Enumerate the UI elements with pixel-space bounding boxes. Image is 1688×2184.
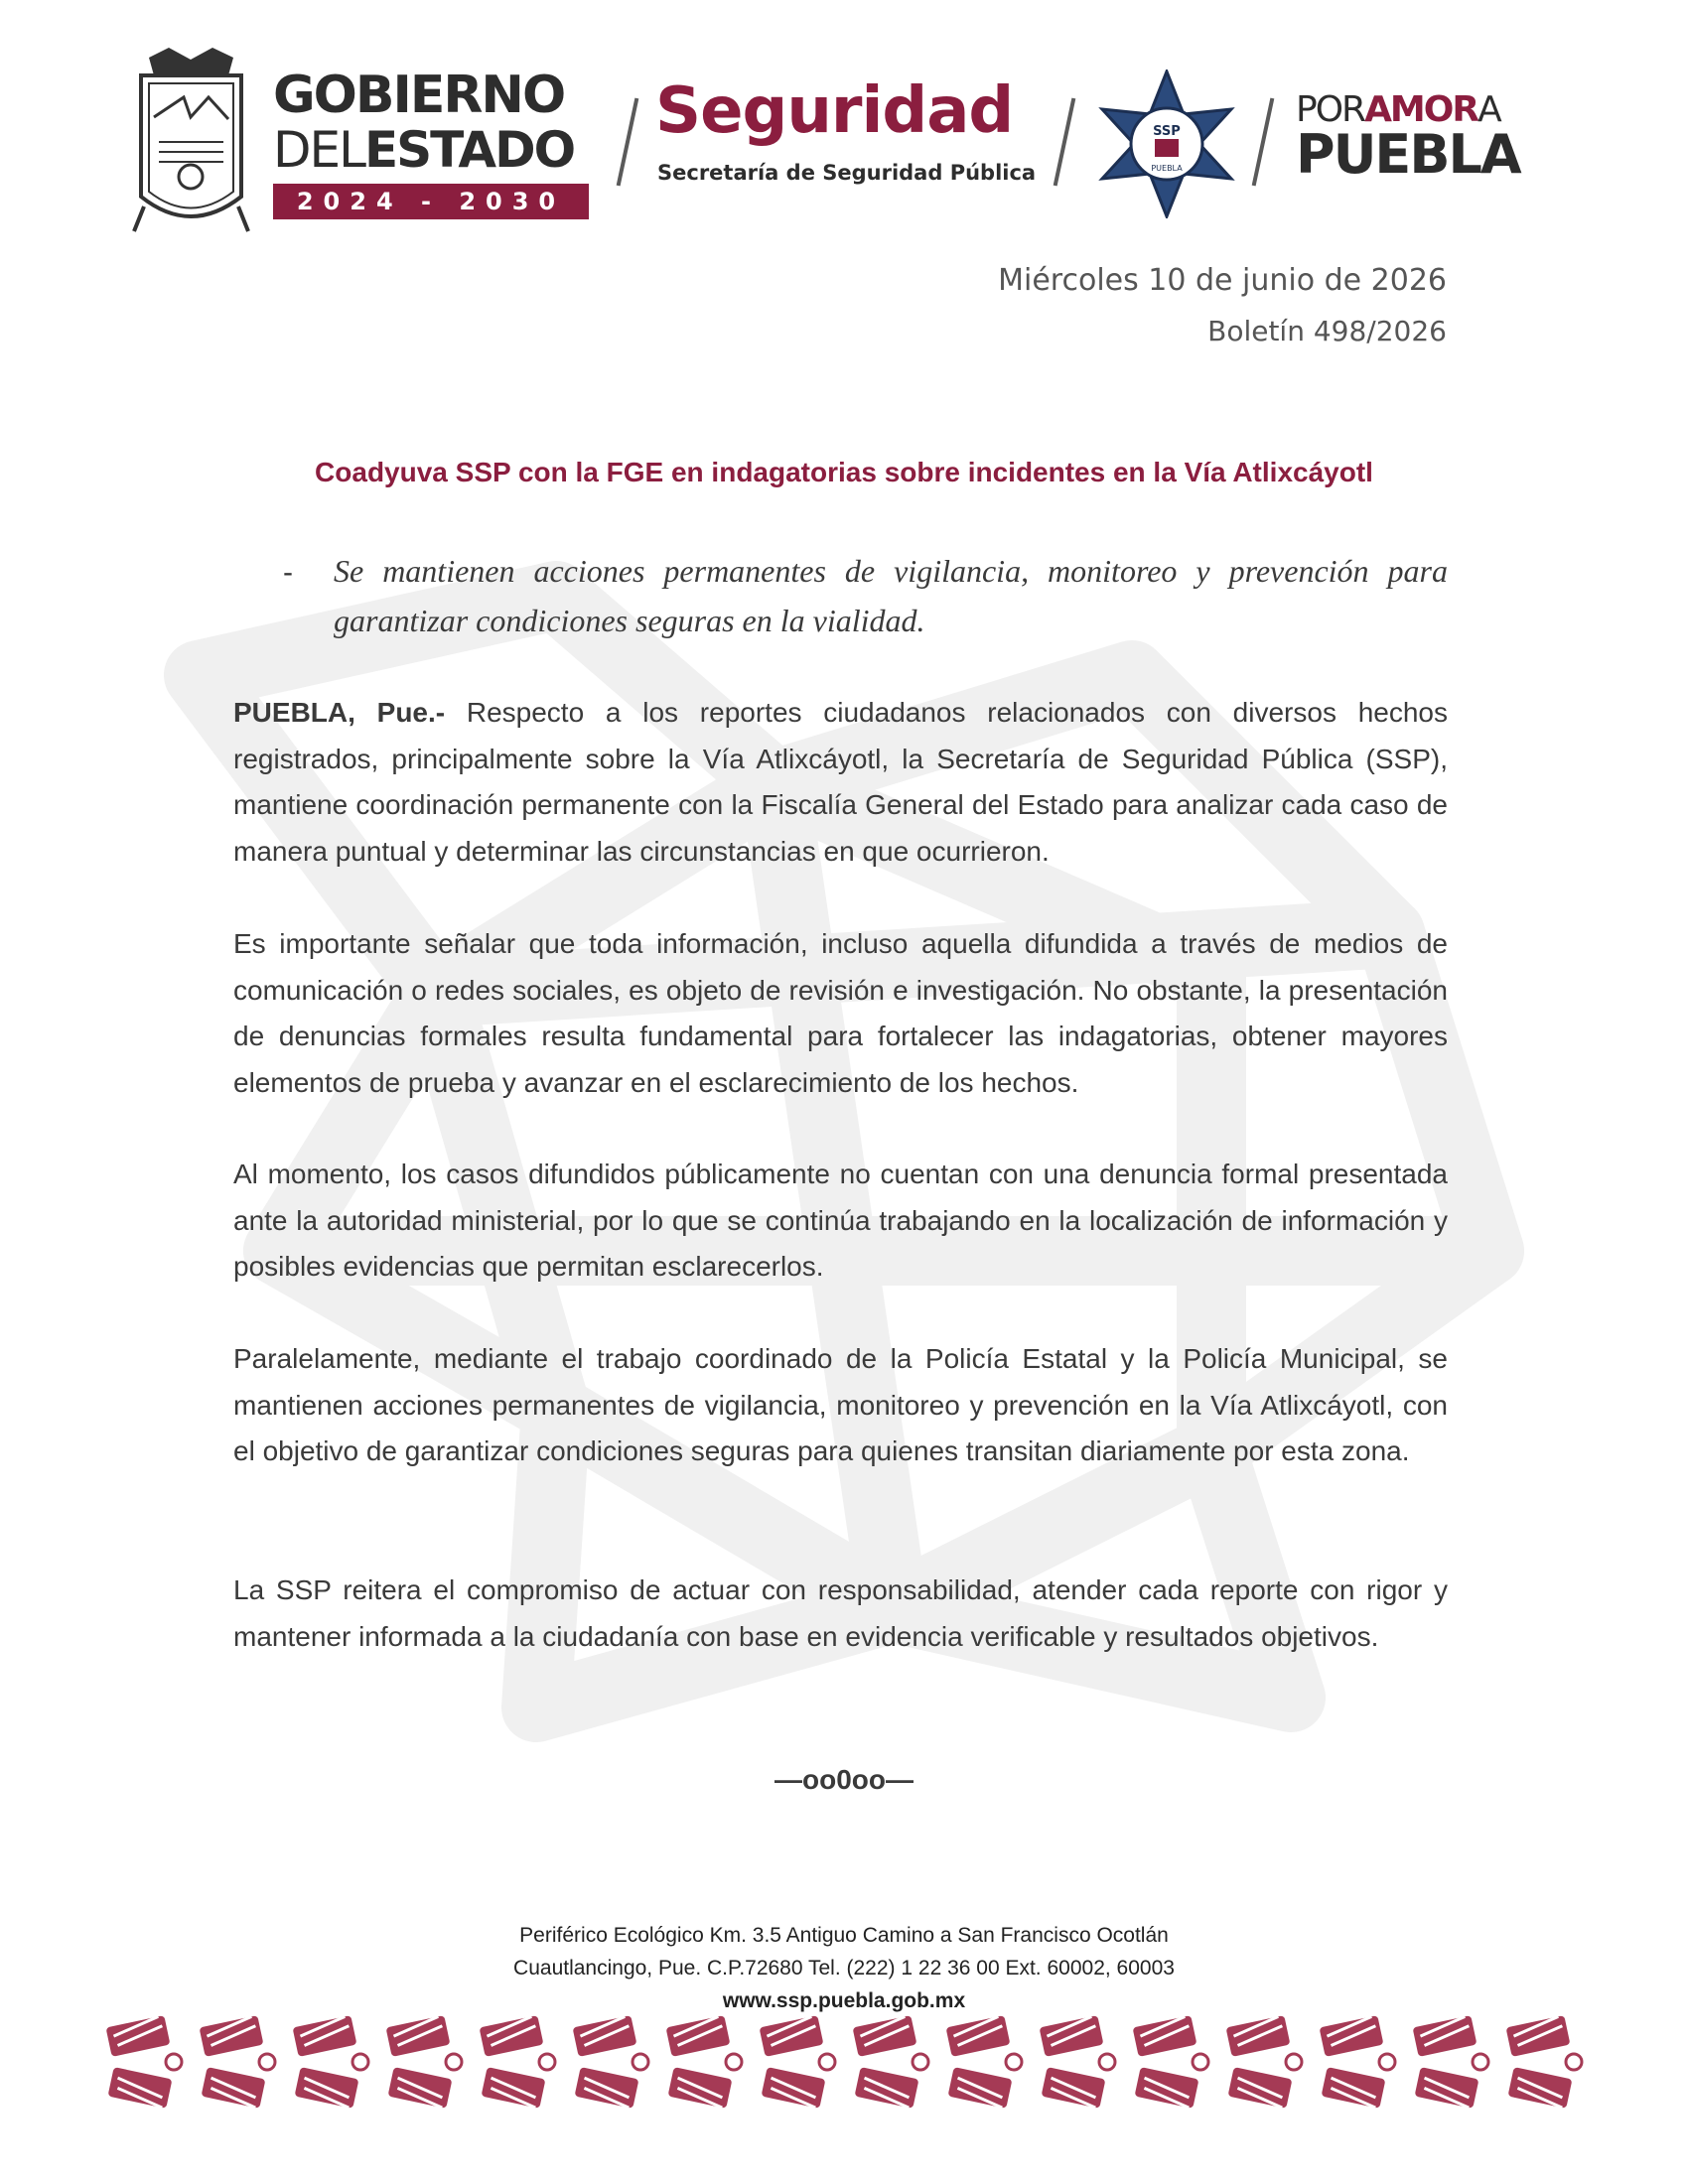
closing-mark: —oo0oo— [774, 1764, 914, 1795]
paragraph-2: Es importante señalar que toda información, incluso aquella difundida a través de medios de comunicación o redes sociales, es objeto de revisión e investigación. No obstante, la presentación de denuncias formales resulta fundamental para fortalecer las indagatorias, obtener mayores elementos de prueba y avanzar en el esclarecimiento de los hechos. [233, 928, 1448, 1098]
badge-abbr: SSP [1153, 124, 1181, 139]
logo-gobierno-years: 2024 - 2030 [273, 184, 589, 219]
state-coat-of-arms-icon [129, 48, 253, 236]
footer [0, 1919, 1688, 2017]
divider-slash [617, 98, 639, 187]
paragraph-1-text: Respecto a los reportes ciudadanos relacionados con diversos hechos registrados, principalmente sobre la Vía Atlixcáyotl, la Secretaría de Seguridad Pública (SSP), mantiene coordinación permanente con la Fiscalía General del Estado para analizar cada caso de manera puntual y determinar las circunstancias en que ocurrieron. [233, 697, 1448, 867]
logo-a: A [1477, 89, 1500, 130]
seguridad-logo [655, 74, 1072, 208]
logo-por: POR [1296, 89, 1365, 130]
logo-gobierno-del: DEL [273, 121, 364, 179]
paragraph-5: La SSP reitera el compromiso de actuar con responsabilidad, atender cada reporte con rigor y mantener informada a la ciudadanía con base en evidencia verificable y resultados objetivos. [233, 1574, 1448, 1652]
paragraph-4: Paralelamente, mediante el trabajo coordinado de la Policía Estatal y la Policía Municipal, se mantienen acciones permanentes de vigilancia, monitoreo y prevención en la Vía Atlixcáyotl, con el objetivo de garantizar condiciones seguras para quienes transitan diariamente por esta zona. [233, 1343, 1448, 1466]
headline: Coadyuva SSP con la FGE en indagatorias sobre incidentes en la Vía Atlixcáyotl [315, 457, 1373, 487]
footer-website-link[interactable]: www.ssp.puebla.gob.mx [722, 1989, 966, 2012]
summary-bullet: Se mantienen acciones permanentes de vigilancia, monitoreo y prevención para garantizar condiciones seguras en la vialidad. [334, 553, 1448, 638]
footer-address-line2: Cuautlancingo, Pue. C.P.72680 Tel. (222) 1 22 36 00 Ext. 60002, 60003 [513, 1957, 1175, 1979]
decorative-border-pattern [104, 2015, 1584, 2109]
footer-address-line1: Periférico Ecológico Km. 3.5 Antiguo Camino a San Francisco Ocotlán [519, 1924, 1169, 1947]
logo-seguridad-title: Seguridad [655, 74, 1014, 148]
dateline: PUEBLA, Pue.- [233, 697, 446, 728]
police-star-badge-icon [1092, 69, 1241, 218]
gobierno-del-estado-logo [273, 66, 611, 238]
logo-puebla: PUEBLA [1296, 123, 1520, 186]
logo-seguridad-subtitle: Secretaría de Seguridad Pública [657, 161, 1037, 185]
logo-gobierno-line1: GOBIERNO [273, 66, 565, 125]
document-date: Miércoles 10 de junio de 2026 [998, 263, 1447, 298]
bullet-dash: - [283, 556, 293, 589]
paragraph-3: Al momento, los casos difundidos públicamente no cuentan con una denuncia formal presentada ante la autoridad ministerial, por lo que se continúa trabajando en la localización de información y posibles evidencias que permitan esclarecerlos. [233, 1159, 1448, 1282]
paragraph-1 [233, 690, 1448, 875]
letterhead [129, 48, 1559, 246]
bulletin-number: Boletín 498/2026 [1207, 315, 1447, 347]
badge-place: PUEBLA [1151, 164, 1183, 173]
por-amor-a-puebla-logo [1296, 89, 1564, 211]
logo-gobierno-estado: ESTADO [364, 121, 575, 179]
logo-amor: AMOR [1364, 89, 1478, 130]
divider-slash [1252, 98, 1275, 187]
